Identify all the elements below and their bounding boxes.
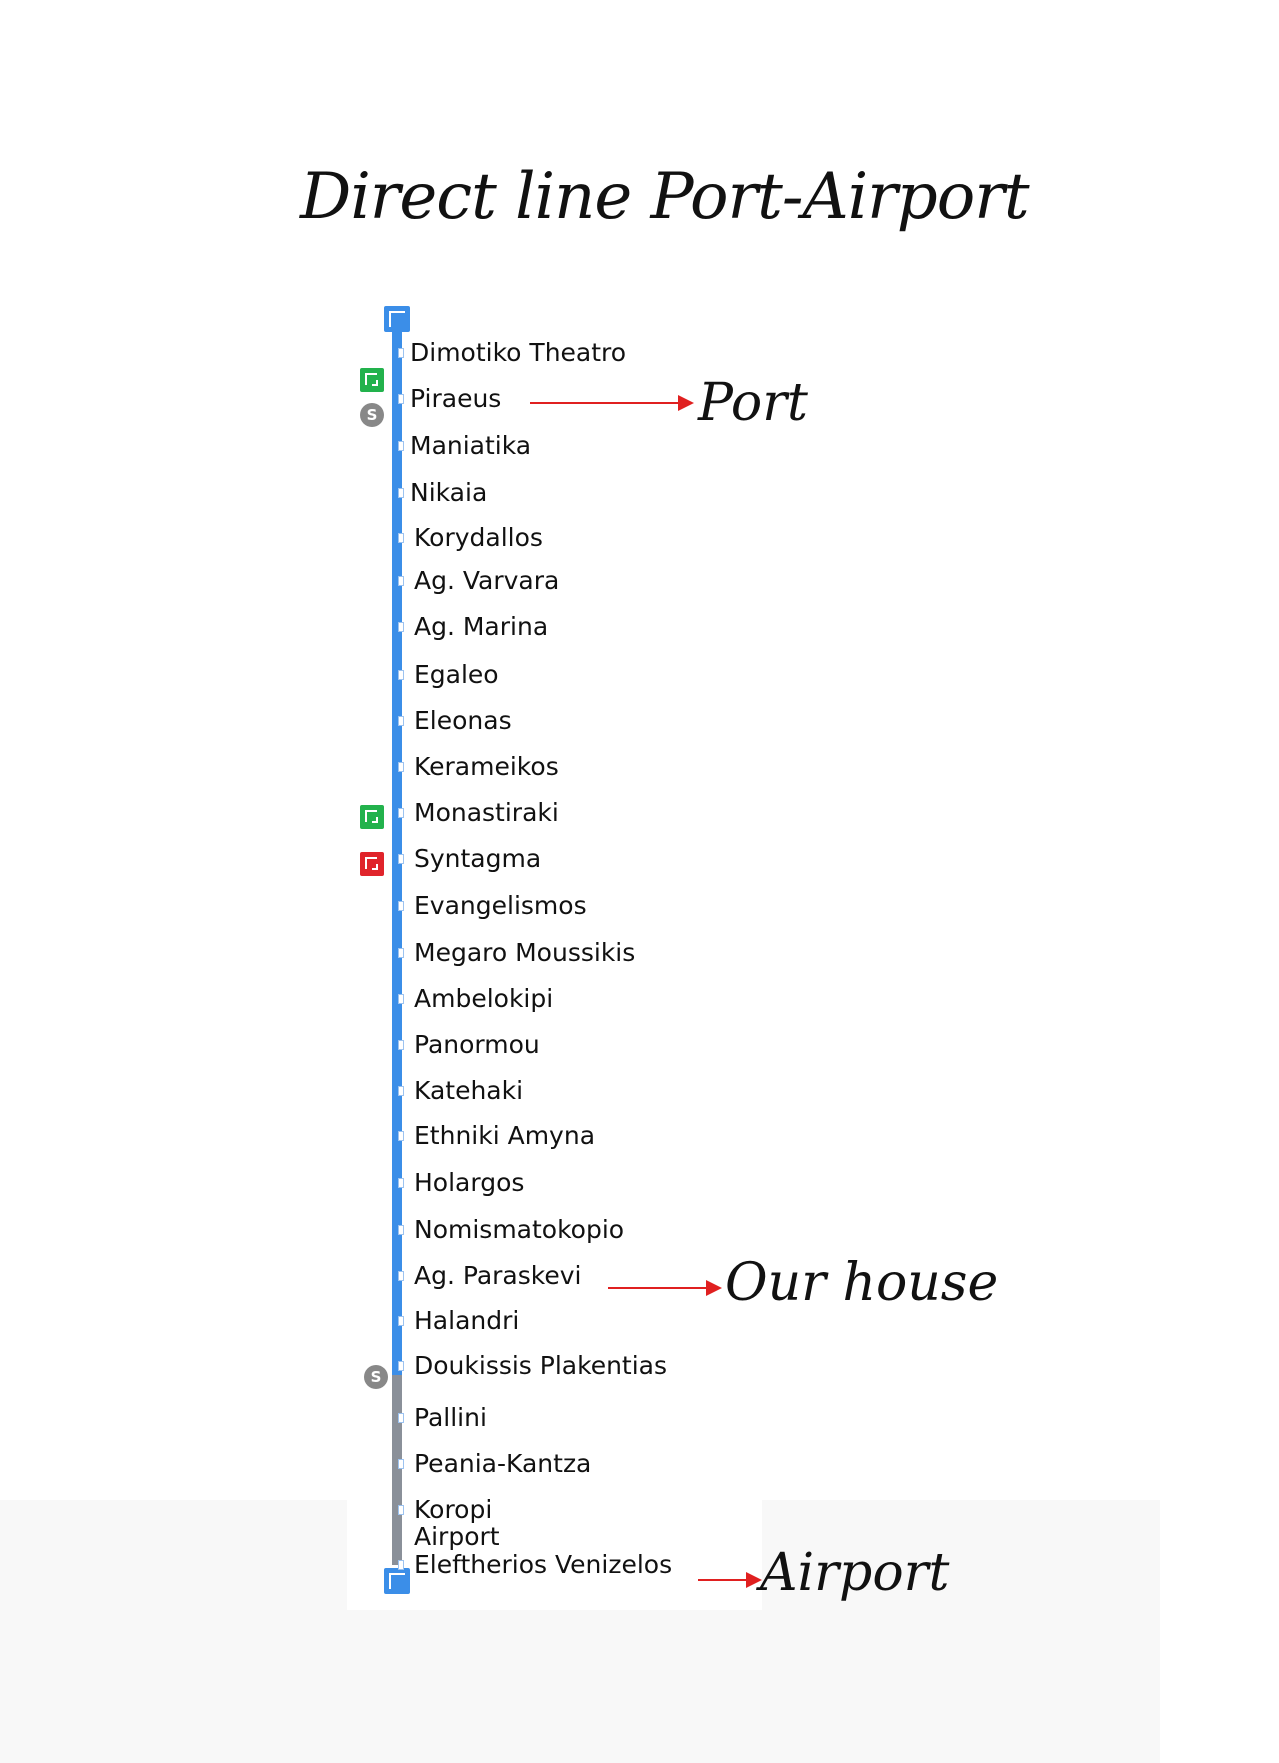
station-label: Ag. Varvara (414, 566, 560, 595)
station-label: Doukissis Plakentias (414, 1351, 668, 1380)
station-label: Nomismatokopio (414, 1215, 625, 1244)
station-label: Kerameikos (414, 752, 559, 781)
station-label: Evangelismos (414, 891, 587, 920)
station-label: Katehaki (414, 1076, 524, 1105)
station-tick (398, 1225, 404, 1235)
line-3-start-icon (384, 306, 410, 332)
station-label: Ethniki Amyna (414, 1121, 596, 1150)
airport-arrow (698, 1579, 748, 1581)
station-tick (398, 1316, 404, 1326)
station-tick (398, 994, 404, 1004)
station-tick (398, 1361, 404, 1371)
line-1-icon (360, 368, 384, 392)
suburban-rail-icon: S (360, 403, 384, 427)
station-tick (398, 901, 404, 911)
station-tick (398, 716, 404, 726)
station-tick (398, 533, 404, 543)
line-1-icon (360, 805, 384, 829)
station-label: Eleftherios Venizelos (414, 1550, 673, 1579)
airport-callout: Airport (760, 1543, 950, 1603)
station-label: Megaro Moussikis (414, 938, 636, 967)
port-arrow (530, 402, 680, 404)
line-3-track (392, 330, 402, 1375)
line-3-end-icon (384, 1568, 410, 1594)
station-tick (398, 622, 404, 632)
station-tick (398, 948, 404, 958)
station-tick (398, 1505, 404, 1515)
station-tick (398, 394, 404, 404)
suburban-rail-icon: S (364, 1365, 388, 1389)
station-tick (398, 1271, 404, 1281)
station-tick (398, 1459, 404, 1469)
house-arrow (608, 1287, 708, 1289)
station-label: Holargos (414, 1168, 525, 1197)
station-label: Dimotiko Theatro (410, 338, 627, 367)
station-label: Pallini (414, 1403, 487, 1432)
station-tick (398, 1178, 404, 1188)
station-label: Nikaia (410, 478, 488, 507)
line-3-airport-track (392, 1375, 402, 1565)
station-label: Monastiraki (414, 798, 559, 827)
station-tick (398, 1086, 404, 1096)
station-tick (398, 1560, 404, 1570)
station-label: Halandri (414, 1306, 520, 1335)
station-tick (398, 1131, 404, 1141)
page-title: Direct line Port-Airport (300, 160, 1029, 234)
station-label: Peania-Kantza (414, 1449, 592, 1478)
station-label: Ambelokipi (414, 984, 554, 1013)
house-callout: Our house (725, 1253, 999, 1313)
station-tick (398, 441, 404, 451)
station-tick (398, 576, 404, 586)
station-tick (398, 1413, 404, 1423)
station-label: Ag. Marina (414, 612, 549, 641)
port-callout: Port (698, 373, 808, 433)
station-tick (398, 854, 404, 864)
station-label: Syntagma (414, 844, 542, 873)
station-label: Piraeus (410, 384, 502, 413)
station-label: Koropi (414, 1495, 493, 1524)
station-tick (398, 348, 404, 358)
station-tick (398, 762, 404, 772)
station-label: Egaleo (414, 660, 499, 689)
station-tick (398, 670, 404, 680)
station-label: Airport (414, 1522, 500, 1551)
station-tick (398, 1040, 404, 1050)
station-label: Eleonas (414, 706, 512, 735)
station-label: Ag. Paraskevi (414, 1261, 582, 1290)
station-tick (398, 808, 404, 818)
station-tick (398, 488, 404, 498)
station-label: Panormou (414, 1030, 540, 1059)
line-2-icon (360, 852, 384, 876)
station-label: Maniatika (410, 431, 532, 460)
station-label: Korydallos (414, 523, 543, 552)
